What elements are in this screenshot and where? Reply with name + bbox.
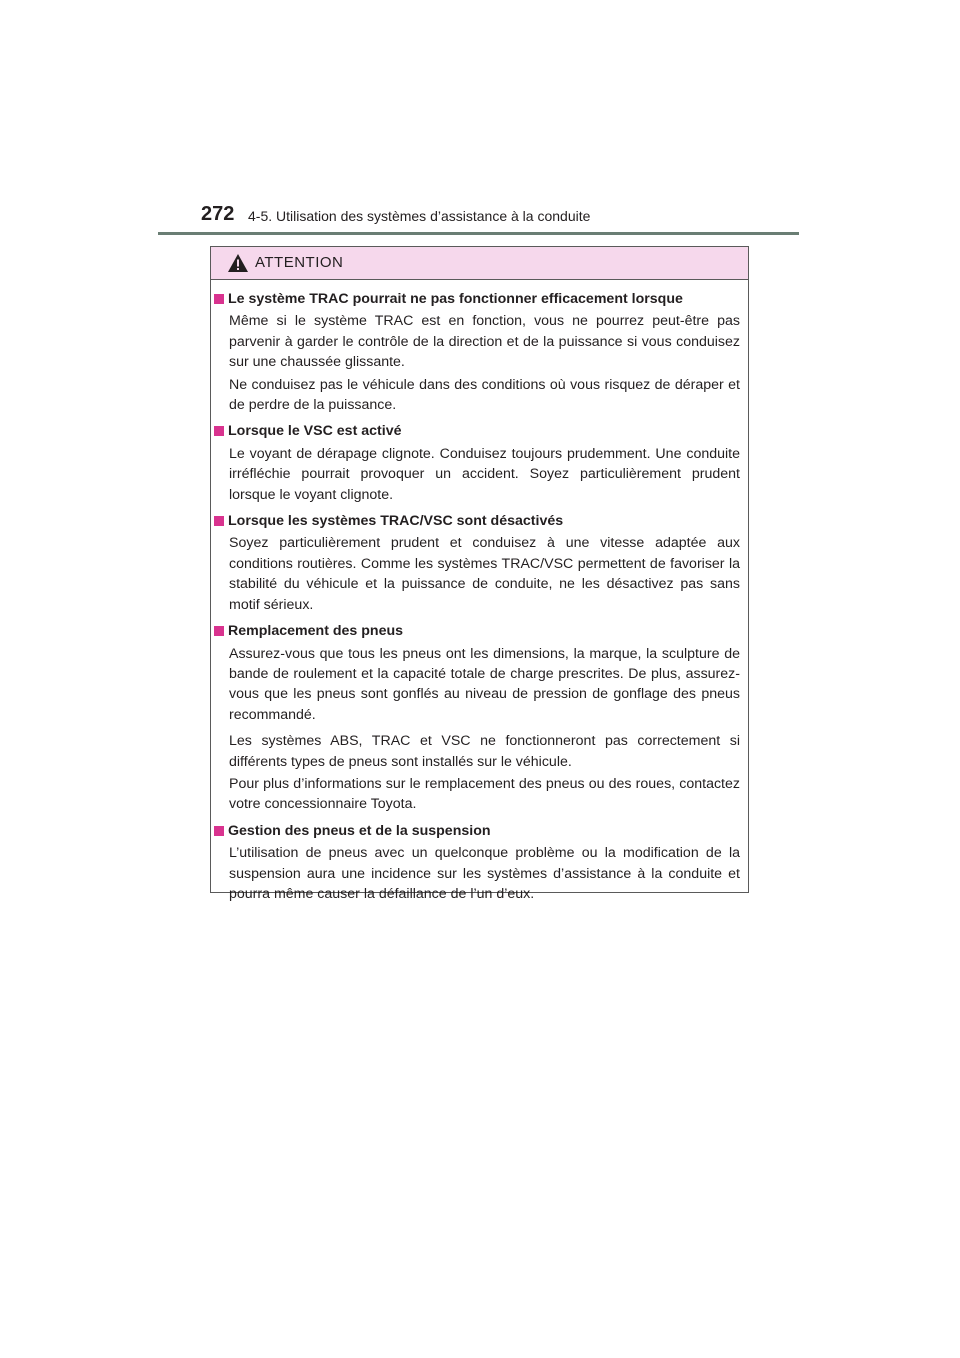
section-paragraph: Le voyant de dérapage clignote. Conduisez toujours prudemment. Une conduite irréfléchie pourrait provoquer un accident. Soyez particulièrement prudent lorsque le voyant clignote. [229, 445, 740, 503]
warning-body [211, 280, 748, 904]
section-heading: Lorsque les systèmes TRAC/VSC sont désactivés [211, 511, 740, 531]
warning-header [211, 247, 748, 280]
warning-section [211, 621, 740, 815]
section-heading: Lorsque le VSC est activé [211, 421, 740, 441]
section-title: 4-5. Utilisation des systèmes d’assistance à la conduite [248, 208, 591, 224]
warning-section [211, 511, 740, 615]
warning-title: ATTENTION [255, 254, 344, 271]
square-bullet-icon [214, 826, 224, 836]
warning-triangle-icon [227, 253, 249, 273]
square-bullet-icon [214, 294, 224, 304]
square-bullet-icon [214, 426, 224, 436]
section-heading: Le système TRAC pourrait ne pas fonctionner efficacement lorsque [211, 289, 740, 309]
section-paragraph: Même si le système TRAC est en fonction, vous ne pourrez peut-être pas parvenir à garder le contrôle de la direction et de la puissance si vous conduisez sur une chaussée glissante. [229, 313, 740, 371]
header-divider [158, 232, 799, 235]
section-heading: Gestion des pneus et de la suspension [211, 821, 740, 841]
section-heading: Remplacement des pneus [211, 621, 740, 641]
section-paragraph: Pour plus d’informations sur le remplacement des pneus ou des roues, contactez votre concessionnaire Toyota. [229, 775, 740, 813]
warning-section [211, 289, 740, 415]
warning-section [211, 421, 740, 505]
section-paragraph: L’utilisation de pneus avec un quelconque problème ou la modification de la suspension aura une incidence sur les systèmes d’assistance à la conduite et pourra même causer la défaillance de l’un d’eux. [229, 845, 740, 902]
section-paragraph: Ne conduisez pas le véhicule dans des conditions où vous risquez de déraper et de perdre de la puissance. [229, 376, 740, 414]
section-paragraph: Assurez-vous que tous les pneus ont les dimensions, la marque, la sculpture de bande de roulement et la capacité totale de charge prescrites. De plus, assurez-vous que les pneus sont gonflés au niveau de pression de gonflage des pneus recommandé. [229, 645, 740, 723]
section-paragraph: Soyez particulièrement prudent et conduisez à une vitesse adaptée aux conditions routières. Comme les systèmes TRAC/VSC permettent de favoriser la stabilité du véhicule et la puissance de conduite, ne les désactivez pas sans motif sérieux. [229, 535, 740, 613]
section-paragraph: Les systèmes ABS, TRAC et VSC ne fonctionneront pas correctement si différents types de pneus sont installés sur le véhicule. [229, 733, 740, 770]
page-number: 272 [201, 203, 235, 225]
warning-section [211, 821, 740, 905]
warning-box [210, 246, 749, 902]
square-bullet-icon [214, 626, 224, 636]
square-bullet-icon [214, 516, 224, 526]
